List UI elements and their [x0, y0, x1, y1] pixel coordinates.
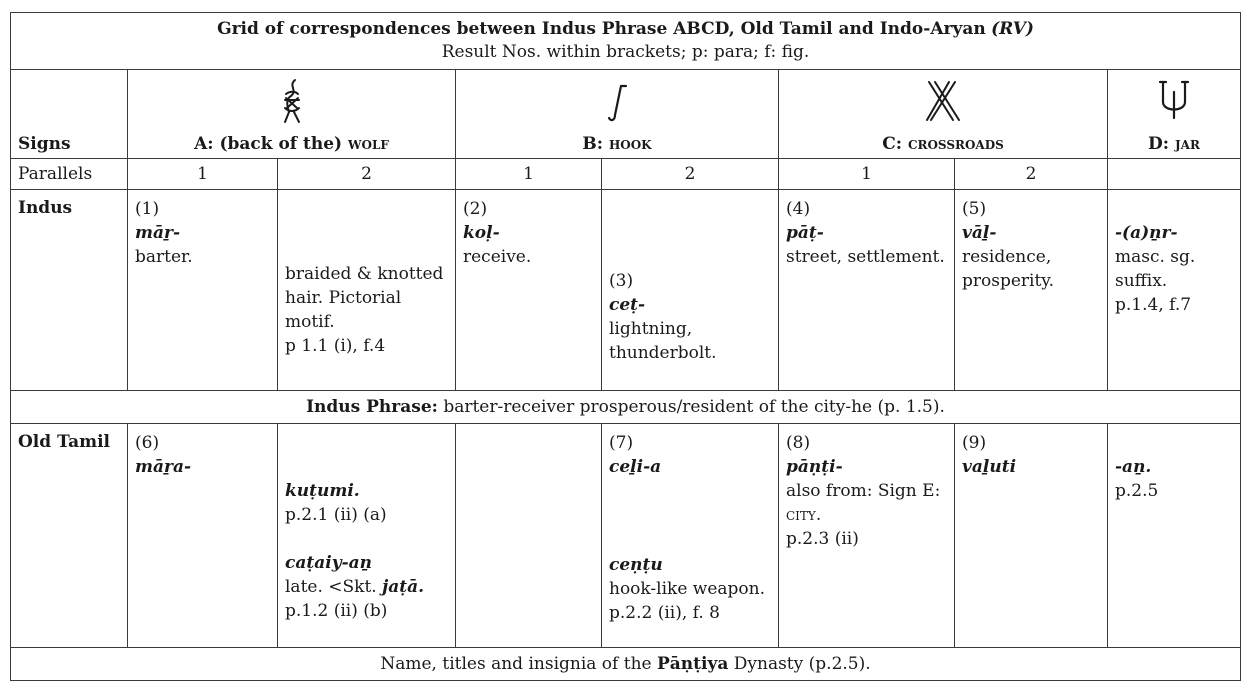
- table-subtitle: Result Nos. within brackets; p: para; f: fig.: [441, 42, 810, 62]
- indus-word: koḷ-: [463, 223, 500, 243]
- tamil-a1: (6) māṟa-: [128, 424, 278, 648]
- sign-b-label: B: hook: [582, 134, 652, 154]
- crossroads-sign-icon: [925, 78, 961, 124]
- indus-c2: (5) vāḻ- residence, prosperity.: [955, 190, 1108, 391]
- indus-word: vāḻ-: [962, 223, 997, 243]
- footer-row: [11, 648, 1241, 681]
- title-cell: [11, 13, 1241, 70]
- sign-d-label: D: jar: [1148, 134, 1200, 154]
- tamil-word: pāṇṭi-: [786, 457, 843, 477]
- tamil-d: -aṉ. p.2.5: [1108, 424, 1241, 648]
- indus-label: Indus: [11, 190, 128, 391]
- tamil-a2: kuṭumi. p.2.1 (ii) (a) caṭaiy-aṉ late. <Skt. jaṭā. p.1.2 (ii) (b): [278, 424, 456, 648]
- title-row: [11, 13, 1241, 70]
- parallel-b2: 2: [602, 159, 779, 190]
- sign-d-cell: [1108, 70, 1241, 159]
- indus-a1: (1) māṟ- barter.: [128, 190, 278, 391]
- parallel-c1: 1: [779, 159, 955, 190]
- tamil-word: -aṉ.: [1115, 457, 1152, 477]
- sign-c-cell: [779, 70, 1108, 159]
- hook-sign-icon: [602, 78, 632, 124]
- tamil-word: ceṇṭu: [609, 555, 663, 575]
- tamil-b1: [456, 424, 602, 648]
- tamil-row: [11, 424, 1241, 648]
- parallel-d: [1108, 159, 1241, 190]
- phrase-row: [11, 391, 1241, 424]
- sign-c-label: C: crossroads: [882, 134, 1004, 154]
- parallel-a1: 1: [128, 159, 278, 190]
- signs-label: Signs: [11, 70, 128, 159]
- sign-b-cell: [456, 70, 779, 159]
- indus-word: pāṭ-: [786, 223, 824, 243]
- indus-b1: (2) koḷ- receive.: [456, 190, 602, 391]
- grid-table: [10, 12, 1241, 681]
- indus-a2: braided & knotted hair. Pictorial motif. p 1.1 (i), f.4: [278, 190, 456, 391]
- table-title: Grid of correspondences between Indus Phrase ABCD, Old Tamil and Indo-Aryan (RV): [217, 19, 1034, 39]
- tamil-word: māṟa-: [135, 457, 192, 477]
- correspondence-grid: [10, 12, 1241, 681]
- indus-row: [11, 190, 1241, 391]
- parallels-label: Parallels: [11, 159, 128, 190]
- tamil-c1: (8) pāṇṭi- also from: Sign E: city. p.2.3 (ii): [779, 424, 955, 648]
- indus-b2: (3) ceṭ- lightning, thunderbolt.: [602, 190, 779, 391]
- wolf-sign-icon: [277, 78, 307, 124]
- parallel-a2: 2: [278, 159, 456, 190]
- sign-a-cell: [128, 70, 456, 159]
- parallel-b1: 1: [456, 159, 602, 190]
- indus-word: ceṭ-: [609, 295, 646, 315]
- indus-c1: (4) pāṭ- street, settlement.: [779, 190, 955, 391]
- tamil-word: kuṭumi.: [285, 481, 360, 501]
- parallel-c2: 2: [955, 159, 1108, 190]
- tamil-label: Old Tamil: [11, 424, 128, 648]
- indus-phrase: Indus Phrase: barter-receiver prosperous/resident of the city-he (p. 1.5).: [11, 391, 1241, 424]
- tamil-word: caṭaiy-aṉ: [285, 553, 373, 573]
- tamil-word: vaḻuti: [962, 457, 1017, 477]
- tamil-word: ceḻi-a: [609, 457, 662, 477]
- indus-word: -(a)ṉr-: [1115, 223, 1178, 243]
- tamil-c2: (9) vaḻuti: [955, 424, 1108, 648]
- sign-a-label: A: (back of the) wolf: [194, 134, 389, 154]
- dynasty-note: Name, titles and insignia of the Pāṇṭiya Dynasty (p.2.5).: [11, 648, 1241, 681]
- parallels-row: [11, 159, 1241, 190]
- signs-row: [11, 70, 1241, 159]
- tamil-b2: (7) ceḻi-a ceṇṭu hook-like weapon. p.2.2 (ii), f. 8: [602, 424, 779, 648]
- indus-d: -(a)ṉr- masc. sg. suffix. p.1.4, f.7: [1108, 190, 1241, 391]
- jar-sign-icon: [1154, 78, 1194, 124]
- indus-word: māṟ-: [135, 223, 181, 243]
